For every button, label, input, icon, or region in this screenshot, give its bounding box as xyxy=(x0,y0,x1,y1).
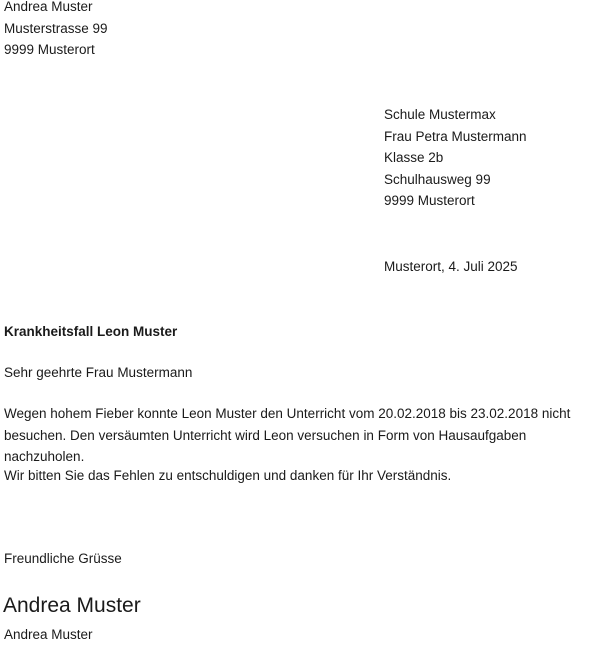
sender-address xyxy=(4,0,108,61)
recipient-line: 9999 Musterort xyxy=(384,193,475,208)
signature: Andrea Muster xyxy=(3,594,141,617)
letter-closing: Freundliche Grüsse xyxy=(4,551,122,566)
recipient-line: Klasse 2b xyxy=(384,150,444,165)
recipient-line: Schulhausweg 99 xyxy=(384,171,491,187)
sender-name: Andrea Muster xyxy=(4,0,93,14)
recipient-line: Frau Petra Mustermann xyxy=(384,128,527,144)
letter-salutation: Sehr geehrte Frau Mustermann xyxy=(4,365,193,380)
body-paragraph: Wegen hohem Fieber konnte Leon Muster den Unterricht vom 20.02.2018 bis 23.02.2018 nicht besuchen. Den versäumten Unterricht wird Leon versuchen in Form von Hausaufgaben nachzuholen. xyxy=(4,406,571,464)
signer-name: Andrea Muster xyxy=(4,627,93,642)
recipient-address xyxy=(384,104,527,212)
recipient-line: Schule Mustermax xyxy=(384,107,496,122)
sender-city: 9999 Musterort xyxy=(4,42,95,57)
sender-street: Musterstrasse 99 xyxy=(4,20,108,36)
letter-subject: Krankheitsfall Leon Muster xyxy=(4,324,178,339)
body-paragraph: Wir bitten Sie das Fehlen zu entschuldigen und danken für Ihr Verständnis. xyxy=(4,468,452,483)
letter-date: Musterort, 4. Juli 2025 xyxy=(384,259,518,274)
